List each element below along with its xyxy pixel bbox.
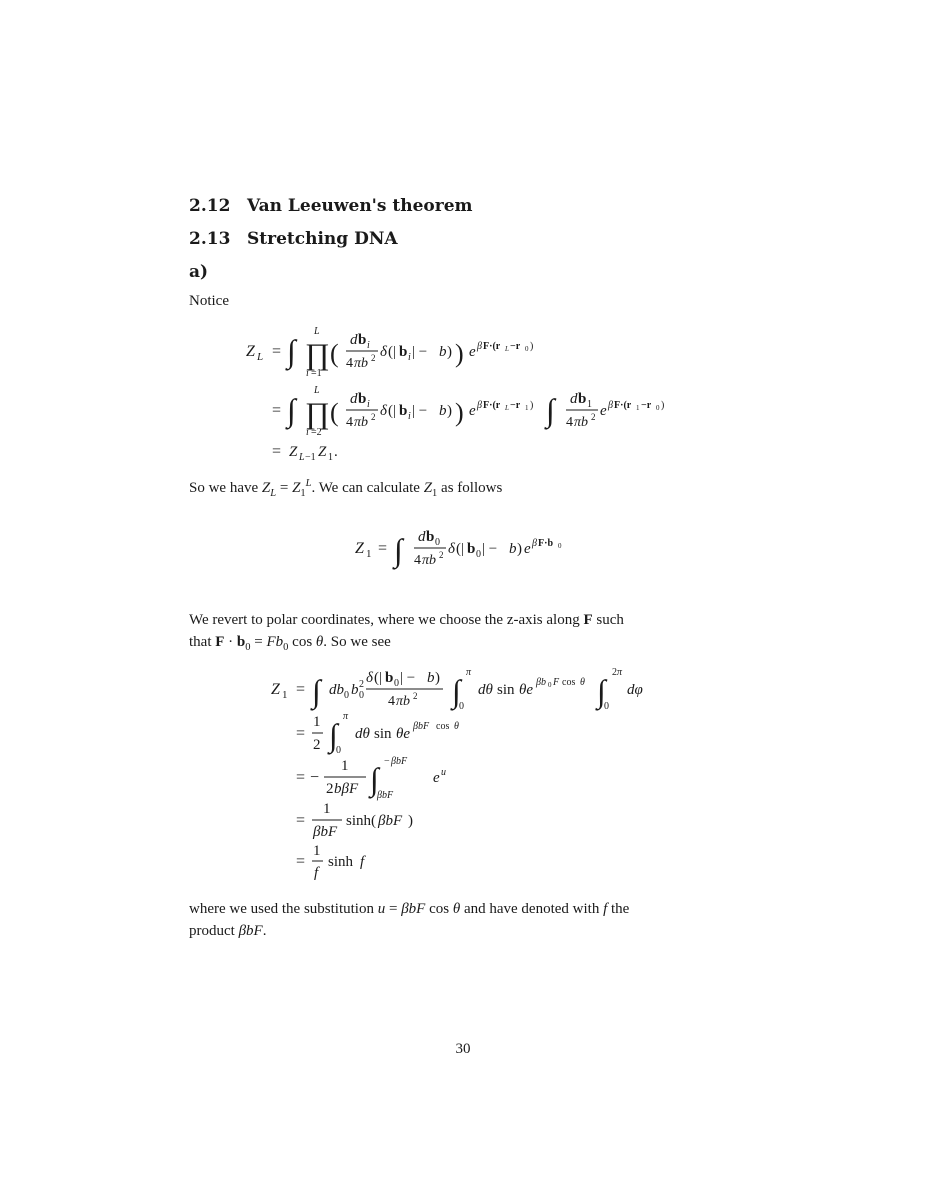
- svg-text:∫: ∫: [452, 673, 461, 709]
- text-fragment: . We can calculate: [311, 480, 420, 496]
- svg-text:F·(r: F·(r: [483, 400, 501, 411]
- svg-text:θ: θ: [580, 677, 585, 688]
- svg-text:e: e: [469, 403, 476, 419]
- svg-text:i: i: [306, 427, 309, 438]
- svg-text:F: F: [553, 677, 560, 688]
- text-fragment: . So we see: [323, 634, 391, 650]
- svg-text:dθ: dθ: [478, 682, 493, 698]
- svg-text:d: d: [350, 391, 358, 407]
- svg-text:d: d: [350, 332, 358, 348]
- page-number: 30: [455, 1041, 471, 1057]
- svg-text:θ: θ: [454, 721, 459, 732]
- svg-text:Z: Z: [355, 540, 364, 557]
- svg-text:i: i: [408, 352, 411, 363]
- svg-text:δ: δ: [366, 670, 373, 686]
- svg-text:∫: ∫: [329, 717, 338, 753]
- svg-text:F·b: F·b: [538, 538, 554, 549]
- svg-text:β: β: [532, 538, 537, 549]
- svg-text:1: 1: [313, 714, 321, 730]
- svg-text:): ): [447, 344, 452, 360]
- svg-text:1: 1: [636, 404, 640, 412]
- svg-text:πb: πb: [354, 415, 369, 430]
- svg-text:b: b: [439, 344, 447, 360]
- svg-text:0: 0: [394, 678, 399, 689]
- svg-text:0: 0: [359, 690, 364, 701]
- svg-text:e: e: [524, 541, 531, 557]
- svg-text:(|: (|: [388, 344, 396, 360]
- svg-text:δ: δ: [448, 541, 455, 557]
- svg-text:=: =: [296, 853, 306, 870]
- svg-text:βbF: βbF: [391, 756, 408, 767]
- svg-text:−r: −r: [510, 400, 521, 411]
- svg-text:b: b: [358, 391, 367, 407]
- svg-text:sin: sin: [497, 682, 515, 698]
- text-fragment: product: [189, 923, 235, 939]
- svg-text:L: L: [505, 345, 509, 353]
- svg-text:−r: −r: [641, 400, 652, 411]
- svg-text:β: β: [477, 341, 482, 352]
- svg-text:0: 0: [459, 701, 464, 712]
- svg-text:cos: cos: [436, 721, 450, 732]
- section-number: 2.12: [189, 196, 231, 216]
- svg-text:Z: Z: [246, 343, 255, 360]
- svg-text:−: −: [384, 756, 390, 767]
- svg-text:1: 1: [328, 452, 333, 463]
- svg-text:∫: ∫: [370, 761, 379, 797]
- svg-text:∫: ∫: [546, 392, 555, 428]
- svg-text:sinh: sinh: [328, 854, 354, 870]
- svg-text:2: 2: [313, 737, 321, 753]
- svg-text:π: π: [617, 667, 623, 678]
- svg-text:): ): [435, 670, 440, 686]
- svg-text:4: 4: [414, 553, 421, 568]
- text-fragment: and have denoted with: [463, 901, 600, 917]
- svg-text:1: 1: [341, 758, 349, 774]
- text-fragment: such: [596, 612, 624, 628]
- svg-text:b: b: [399, 344, 408, 360]
- svg-text:d: d: [570, 391, 578, 407]
- svg-text:f: f: [360, 854, 365, 870]
- section-heading-2-13: [189, 229, 398, 249]
- section-title: Van Leeuwen's theorem: [247, 196, 473, 216]
- svg-text:=1: =1: [311, 368, 322, 379]
- svg-text:L: L: [257, 351, 264, 363]
- svg-text:0: 0: [548, 681, 552, 689]
- svg-text:1: 1: [366, 548, 372, 560]
- svg-text:b: b: [385, 670, 394, 686]
- section-heading-2-12: [189, 196, 473, 216]
- svg-text:Z: Z: [271, 681, 280, 698]
- svg-text:∏: ∏: [305, 397, 330, 430]
- svg-text:0: 0: [336, 745, 341, 756]
- svg-text:sinh(: sinh(: [346, 813, 376, 829]
- svg-text:βbF: βbF: [413, 721, 430, 732]
- svg-text:πb: πb: [396, 694, 411, 709]
- svg-text:L: L: [314, 326, 320, 337]
- svg-text:| −: | −: [400, 670, 416, 686]
- svg-text:−1: −1: [305, 452, 316, 463]
- svg-text:e: e: [469, 344, 476, 360]
- subsection-heading: a): [189, 262, 209, 282]
- section-title: Stretching DNA: [247, 229, 398, 249]
- text-fragment: So we have: [189, 480, 259, 496]
- svg-text:): ): [517, 541, 522, 557]
- svg-text:(|: (|: [388, 403, 396, 419]
- svg-text:dφ: dφ: [627, 682, 643, 698]
- svg-text:βbF: βbF: [377, 790, 394, 801]
- svg-text:Z: Z: [289, 444, 298, 460]
- svg-text:1: 1: [525, 404, 529, 412]
- svg-text:2: 2: [326, 781, 334, 797]
- svg-text:π: π: [466, 667, 472, 678]
- svg-text:b: b: [509, 541, 517, 557]
- svg-text:L: L: [314, 385, 320, 396]
- svg-text:): ): [455, 398, 464, 427]
- svg-text:2: 2: [371, 353, 376, 363]
- svg-text:θe: θe: [396, 726, 411, 742]
- svg-text:L: L: [299, 452, 305, 463]
- svg-text:b: b: [427, 670, 435, 686]
- svg-text:b: b: [399, 403, 408, 419]
- svg-text:=: =: [272, 343, 282, 360]
- svg-text:βbF: βbF: [378, 813, 403, 829]
- svg-text:0: 0: [476, 549, 481, 560]
- svg-text:πb: πb: [422, 553, 437, 568]
- svg-text:b: b: [439, 403, 447, 419]
- svg-text:=2: =2: [311, 427, 322, 438]
- svg-text:(: (: [330, 339, 339, 368]
- svg-text:=: =: [272, 443, 282, 460]
- svg-text:F·(r: F·(r: [614, 400, 632, 411]
- svg-text:b: b: [426, 529, 435, 545]
- svg-text:1: 1: [587, 399, 592, 410]
- svg-text:0: 0: [525, 345, 529, 353]
- svg-text:): ): [447, 403, 452, 419]
- svg-text:): ): [455, 339, 464, 368]
- svg-text:=: =: [296, 725, 306, 742]
- text-fragment: as follows: [441, 480, 503, 496]
- svg-text:): ): [661, 400, 665, 411]
- svg-text:4: 4: [388, 694, 395, 709]
- svg-text:0: 0: [558, 542, 562, 550]
- svg-text:2: 2: [371, 412, 376, 422]
- svg-text:b: b: [358, 332, 367, 348]
- svg-text:i: i: [408, 411, 411, 422]
- svg-text:| −: | −: [482, 541, 498, 557]
- paragraph-so-we-have: So we have $Z_L = Z_1^L$. We can calculate $Z_1$ as follows: [189, 478, 503, 499]
- svg-text:−r: −r: [510, 341, 521, 352]
- svg-text:1: 1: [313, 843, 321, 859]
- svg-text:β: β: [608, 400, 613, 411]
- svg-text:0: 0: [344, 690, 349, 701]
- svg-text:=: =: [272, 402, 282, 419]
- svg-text:e: e: [600, 403, 607, 419]
- svg-text:πb: πb: [354, 356, 369, 371]
- svg-text:sin: sin: [374, 726, 392, 742]
- svg-text:βbF: βbF: [313, 824, 338, 840]
- svg-text:0: 0: [656, 404, 660, 412]
- svg-text:4: 4: [346, 415, 353, 430]
- text-fragment: that: [189, 634, 212, 650]
- svg-text:=: =: [378, 540, 388, 557]
- svg-text:∫: ∫: [394, 532, 403, 568]
- svg-text:bβF: bβF: [334, 781, 359, 797]
- svg-text:i: i: [367, 399, 370, 410]
- svg-text:dθ: dθ: [355, 726, 370, 742]
- svg-text:δ: δ: [380, 403, 387, 419]
- svg-text:| −: | −: [412, 344, 428, 360]
- svg-text:4: 4: [566, 415, 573, 430]
- svg-text:i: i: [367, 340, 370, 351]
- svg-text:): ): [530, 400, 534, 411]
- svg-text:F·(r: F·(r: [483, 341, 501, 352]
- svg-text:2: 2: [413, 691, 418, 701]
- svg-text:db: db: [329, 682, 344, 698]
- svg-text:=: =: [296, 769, 306, 786]
- svg-text:): ): [408, 813, 413, 829]
- svg-text:cos: cos: [562, 677, 576, 688]
- svg-text:1: 1: [282, 689, 288, 701]
- svg-text:δ: δ: [380, 344, 387, 360]
- svg-text:2: 2: [591, 412, 596, 422]
- svg-text:f: f: [314, 865, 319, 881]
- svg-text:1: 1: [323, 801, 331, 817]
- paragraph-polar: We revert to polar coordinates, where we choose the z-axis along F such that $F \cdot b_0 = Fb_0$ cos θ. So we see: [189, 612, 624, 653]
- svg-text:∫: ∫: [597, 673, 606, 709]
- svg-text:0: 0: [435, 537, 440, 548]
- svg-text:π: π: [343, 711, 349, 722]
- svg-text:b: b: [578, 391, 587, 407]
- svg-text:=: =: [296, 681, 306, 698]
- svg-text:∫: ∫: [287, 333, 296, 369]
- svg-text:b: b: [467, 541, 476, 557]
- text-fragment: where we used the substitution: [189, 901, 374, 917]
- text-fragment: the: [611, 901, 630, 917]
- svg-text:∫: ∫: [287, 392, 296, 428]
- paragraph-substitution: where we used the substitution u = βbF cos θ and have denoted with f the product βbF.: [189, 901, 630, 939]
- svg-text:β: β: [477, 400, 482, 411]
- svg-text:i: i: [306, 368, 309, 379]
- svg-text:2: 2: [439, 550, 444, 560]
- text-fragment: We revert to polar coordinates, where we choose the z-axis along: [189, 612, 580, 628]
- svg-text:b: b: [351, 682, 359, 698]
- svg-text:4: 4: [346, 356, 353, 371]
- svg-text:θe: θe: [519, 682, 534, 698]
- svg-text:): ): [530, 341, 534, 352]
- svg-text:2: 2: [359, 679, 364, 690]
- svg-text:βb: βb: [536, 677, 546, 688]
- svg-text:u: u: [441, 767, 446, 778]
- svg-text:(|: (|: [456, 541, 464, 557]
- svg-text:d: d: [418, 529, 426, 545]
- svg-text:Z: Z: [318, 444, 327, 460]
- svg-text:πb: πb: [574, 415, 589, 430]
- paragraph-notice: Notice: [189, 293, 229, 309]
- svg-text:| −: | −: [412, 403, 428, 419]
- svg-text:0: 0: [604, 701, 609, 712]
- svg-text:(|: (|: [374, 670, 382, 686]
- svg-text:L: L: [505, 404, 509, 412]
- svg-text:2: 2: [612, 667, 617, 678]
- svg-text:(: (: [330, 398, 339, 427]
- svg-text:−: −: [310, 769, 320, 786]
- svg-text:=: =: [296, 812, 306, 829]
- svg-text:.: .: [334, 444, 338, 460]
- section-number: 2.13: [189, 229, 231, 249]
- svg-text:e: e: [433, 770, 440, 786]
- svg-text:∫: ∫: [312, 673, 321, 709]
- svg-text:∏: ∏: [305, 338, 330, 371]
